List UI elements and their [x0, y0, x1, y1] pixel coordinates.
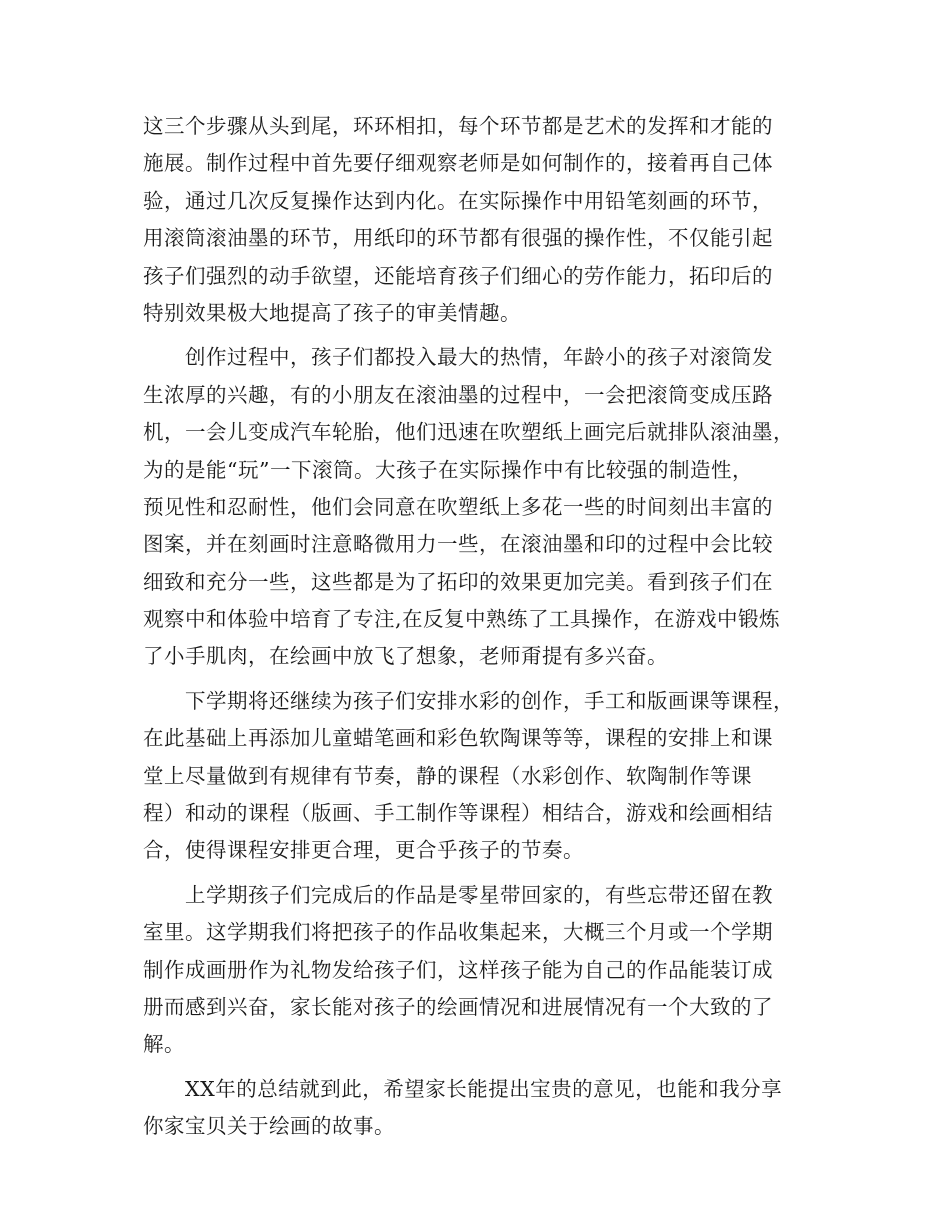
paragraph [143, 1071, 803, 1146]
text-line: 图案，并在刻画时注意略微用力一些，在滚油墨和印的过程中会比较 [143, 532, 773, 557]
text-line: 堂上尽量做到有规律有节奏，静的课程（水彩创作、软陶制作等课 [143, 763, 752, 788]
paragraph [143, 683, 803, 870]
text-line: 特别效果极大地提高了孩子的审美情趣。 [143, 300, 521, 325]
paragraph-gap [143, 332, 803, 339]
paragraph-gap [143, 1064, 803, 1071]
text-line: 制作成画册作为礼物发给孩子们，这样孩子能为自己的作品能装订成 [143, 957, 773, 982]
paragraph [143, 877, 803, 1064]
text-line: 册而感到兴奋，家长能对孩子的绘画情况和进展情况有一个大致的了 [143, 994, 773, 1019]
text-line: 下学期将还继续为孩子们安排水彩的创作，手工和版画课等课程， [143, 688, 794, 713]
text-line: XX年的总结就到此，希望家长能提出宝贵的意见，也能和我分享 [143, 1076, 783, 1101]
text-line: 生浓厚的兴趣，有的小朋友在滚油墨的过程中，一会把滚筒变成压路 [143, 382, 773, 407]
text-line: 细致和充分一些，这些都是为了拓印的效果更加完美。看到孩子们在 [143, 569, 773, 594]
text-line: 解。 [143, 1032, 185, 1057]
text-line: 上学期孩子们完成后的作品是零星带回家的，有些忘带还留在教 [143, 882, 773, 907]
text-line: 了小手肌肉，在绘画中放飞了想象，老师甭提有多兴奋。 [143, 644, 668, 669]
text-line: 室里。这学期我们将把孩子的作品收集起来，大概三个月或一个学期 [143, 920, 773, 945]
paragraph [143, 339, 803, 676]
text-line: 创作过程中，孩子们都投入最大的热情，年龄小的孩子对滚筒发 [143, 345, 773, 370]
paragraph [143, 108, 803, 332]
document-body [143, 108, 803, 1146]
paragraph-gap [143, 676, 803, 683]
text-line: 在此基础上再添加儿童蜡笔画和彩色软陶课等等，课程的安排上和课 [143, 726, 773, 751]
text-line: 验，通过几次反复操作达到内化。在实际操作中用铅笔刻画的环节， [143, 188, 773, 213]
text-line: 为的是能“玩”一下滚筒。大孩子在实际操作中有比较强的制造性， [143, 457, 753, 482]
text-line: 程）和动的课程（版画、手工制作等课程）相结合，游戏和绘画相结 [143, 801, 773, 826]
text-line: 机，一会儿变成汽车轮胎，他们迅速在吹塑纸上画完后就排队滚油墨， [143, 420, 794, 445]
text-line: 施展。制作过程中首先要仔细观察老师是如何制作的，接着再自己体 [143, 151, 773, 176]
text-line: 预见性和忍耐性，他们会同意在吹塑纸上多花一些的时间刻出丰富的 [143, 494, 773, 519]
text-line: 观察中和体验中培育了专注,在反复中熟练了工具操作，在游戏中锻炼 [143, 607, 781, 632]
text-line: 这三个步骤从头到尾，环环相扣，每个环节都是艺术的发挥和才能的 [143, 114, 773, 138]
text-line: 你家宝贝关于绘画的故事。 [143, 1114, 395, 1139]
paragraph-gap [143, 870, 803, 877]
text-line: 合，使得课程安排更合理，更合乎孩子的节奏。 [143, 838, 584, 863]
text-line: 孩子们强烈的动手欲望，还能培育孩子们细心的劳作能力，拓印后的 [143, 263, 773, 288]
text-line: 用滚筒滚油墨的环节，用纸印的环节都有很强的操作性，不仅能引起 [143, 226, 773, 251]
